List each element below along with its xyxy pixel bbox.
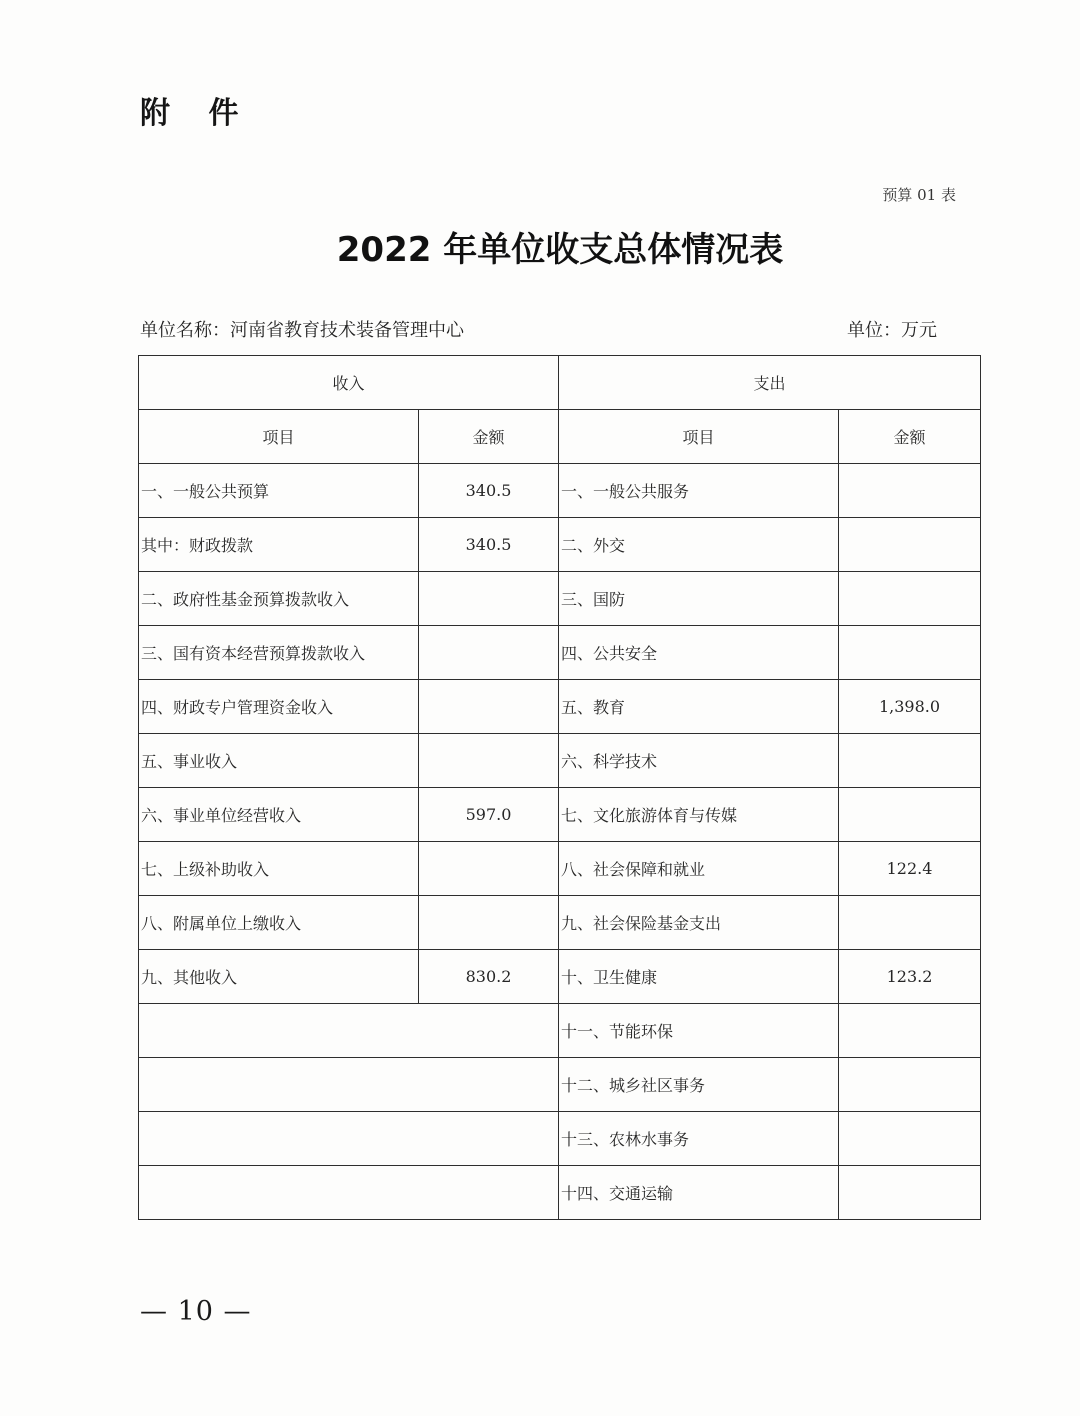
expense-header: 支出 (559, 356, 981, 410)
table-row (139, 950, 981, 1004)
income-item: 一、一般公共预算 (139, 464, 419, 518)
form-code: 预算 01 表 (882, 186, 956, 204)
empty-income-cell (139, 1004, 559, 1058)
expense-item: 六、科学技术 (559, 734, 839, 788)
column-header-row (139, 410, 981, 464)
expense-amount: 123.2 (839, 950, 981, 1004)
income-amount (419, 842, 559, 896)
income-item: 六、事业单位经营收入 (139, 788, 419, 842)
expense-amount (839, 1058, 981, 1112)
expense-amount-header: 金额 (839, 410, 981, 464)
expense-amount (839, 1166, 981, 1220)
empty-income-cell (139, 1166, 559, 1220)
income-amount (419, 734, 559, 788)
unit-measure: 单位：万元 (847, 320, 937, 341)
expense-item: 二、外交 (559, 518, 839, 572)
income-item: 九、其他收入 (139, 950, 419, 1004)
table-row (139, 734, 981, 788)
expense-amount (839, 1004, 981, 1058)
table-row (139, 626, 981, 680)
table-row (139, 1058, 981, 1112)
income-item: 其中：财政拨款 (139, 518, 419, 572)
expense-item: 七、文化旅游体育与传媒 (559, 788, 839, 842)
income-amount: 340.5 (419, 518, 559, 572)
income-item: 七、上级补助收入 (139, 842, 419, 896)
table-row (139, 788, 981, 842)
expense-amount (839, 734, 981, 788)
income-amount: 597.0 (419, 788, 559, 842)
table-row (139, 680, 981, 734)
income-amount: 830.2 (419, 950, 559, 1004)
expense-item: 十一、节能环保 (559, 1004, 839, 1058)
income-item: 二、政府性基金预算拨款收入 (139, 572, 419, 626)
expense-amount (839, 518, 981, 572)
empty-income-cell (139, 1112, 559, 1166)
income-amount (419, 572, 559, 626)
page-number: — 10 — (140, 1296, 252, 1327)
expense-amount (839, 626, 981, 680)
expense-item: 十、卫生健康 (559, 950, 839, 1004)
income-amount (419, 626, 559, 680)
income-item: 八、附属单位上缴收入 (139, 896, 419, 950)
expense-item: 三、国防 (559, 572, 839, 626)
expense-amount (839, 1112, 981, 1166)
expense-item: 五、教育 (559, 680, 839, 734)
expense-amount: 122.4 (839, 842, 981, 896)
income-amount: 340.5 (419, 464, 559, 518)
expense-item: 十二、城乡社区事务 (559, 1058, 839, 1112)
unit-name: 单位名称：河南省教育技术装备管理中心 (140, 320, 464, 341)
expense-item-header: 项目 (559, 410, 839, 464)
table-row (139, 842, 981, 896)
table-row (139, 1166, 981, 1220)
income-header: 收入 (139, 356, 559, 410)
table-row (139, 1112, 981, 1166)
income-item: 三、国有资本经营预算拨款收入 (139, 626, 419, 680)
table-row (139, 1004, 981, 1058)
income-item-header: 项目 (139, 410, 419, 464)
expense-item: 一、一般公共服务 (559, 464, 839, 518)
income-amount (419, 680, 559, 734)
income-item: 五、事业收入 (139, 734, 419, 788)
expense-item: 八、社会保障和就业 (559, 842, 839, 896)
expense-amount (839, 572, 981, 626)
page-title: 2022 年单位收支总体情况表 (336, 230, 784, 270)
income-amount-header: 金额 (419, 410, 559, 464)
expense-amount (839, 896, 981, 950)
section-header-row (139, 356, 981, 410)
table-row (139, 896, 981, 950)
annex-label: 附 件 (140, 96, 253, 131)
expense-item: 十四、交通运输 (559, 1166, 839, 1220)
table-row (139, 464, 981, 518)
expense-item: 四、公共安全 (559, 626, 839, 680)
income-item: 四、财政专户管理资金收入 (139, 680, 419, 734)
expense-amount (839, 788, 981, 842)
empty-income-cell (139, 1058, 559, 1112)
expense-item: 九、社会保险基金支出 (559, 896, 839, 950)
table-row (139, 518, 981, 572)
expense-amount (839, 464, 981, 518)
expense-amount: 1,398.0 (839, 680, 981, 734)
budget-table (138, 355, 981, 1220)
expense-item: 十三、农林水事务 (559, 1112, 839, 1166)
table-row (139, 572, 981, 626)
income-amount (419, 896, 559, 950)
